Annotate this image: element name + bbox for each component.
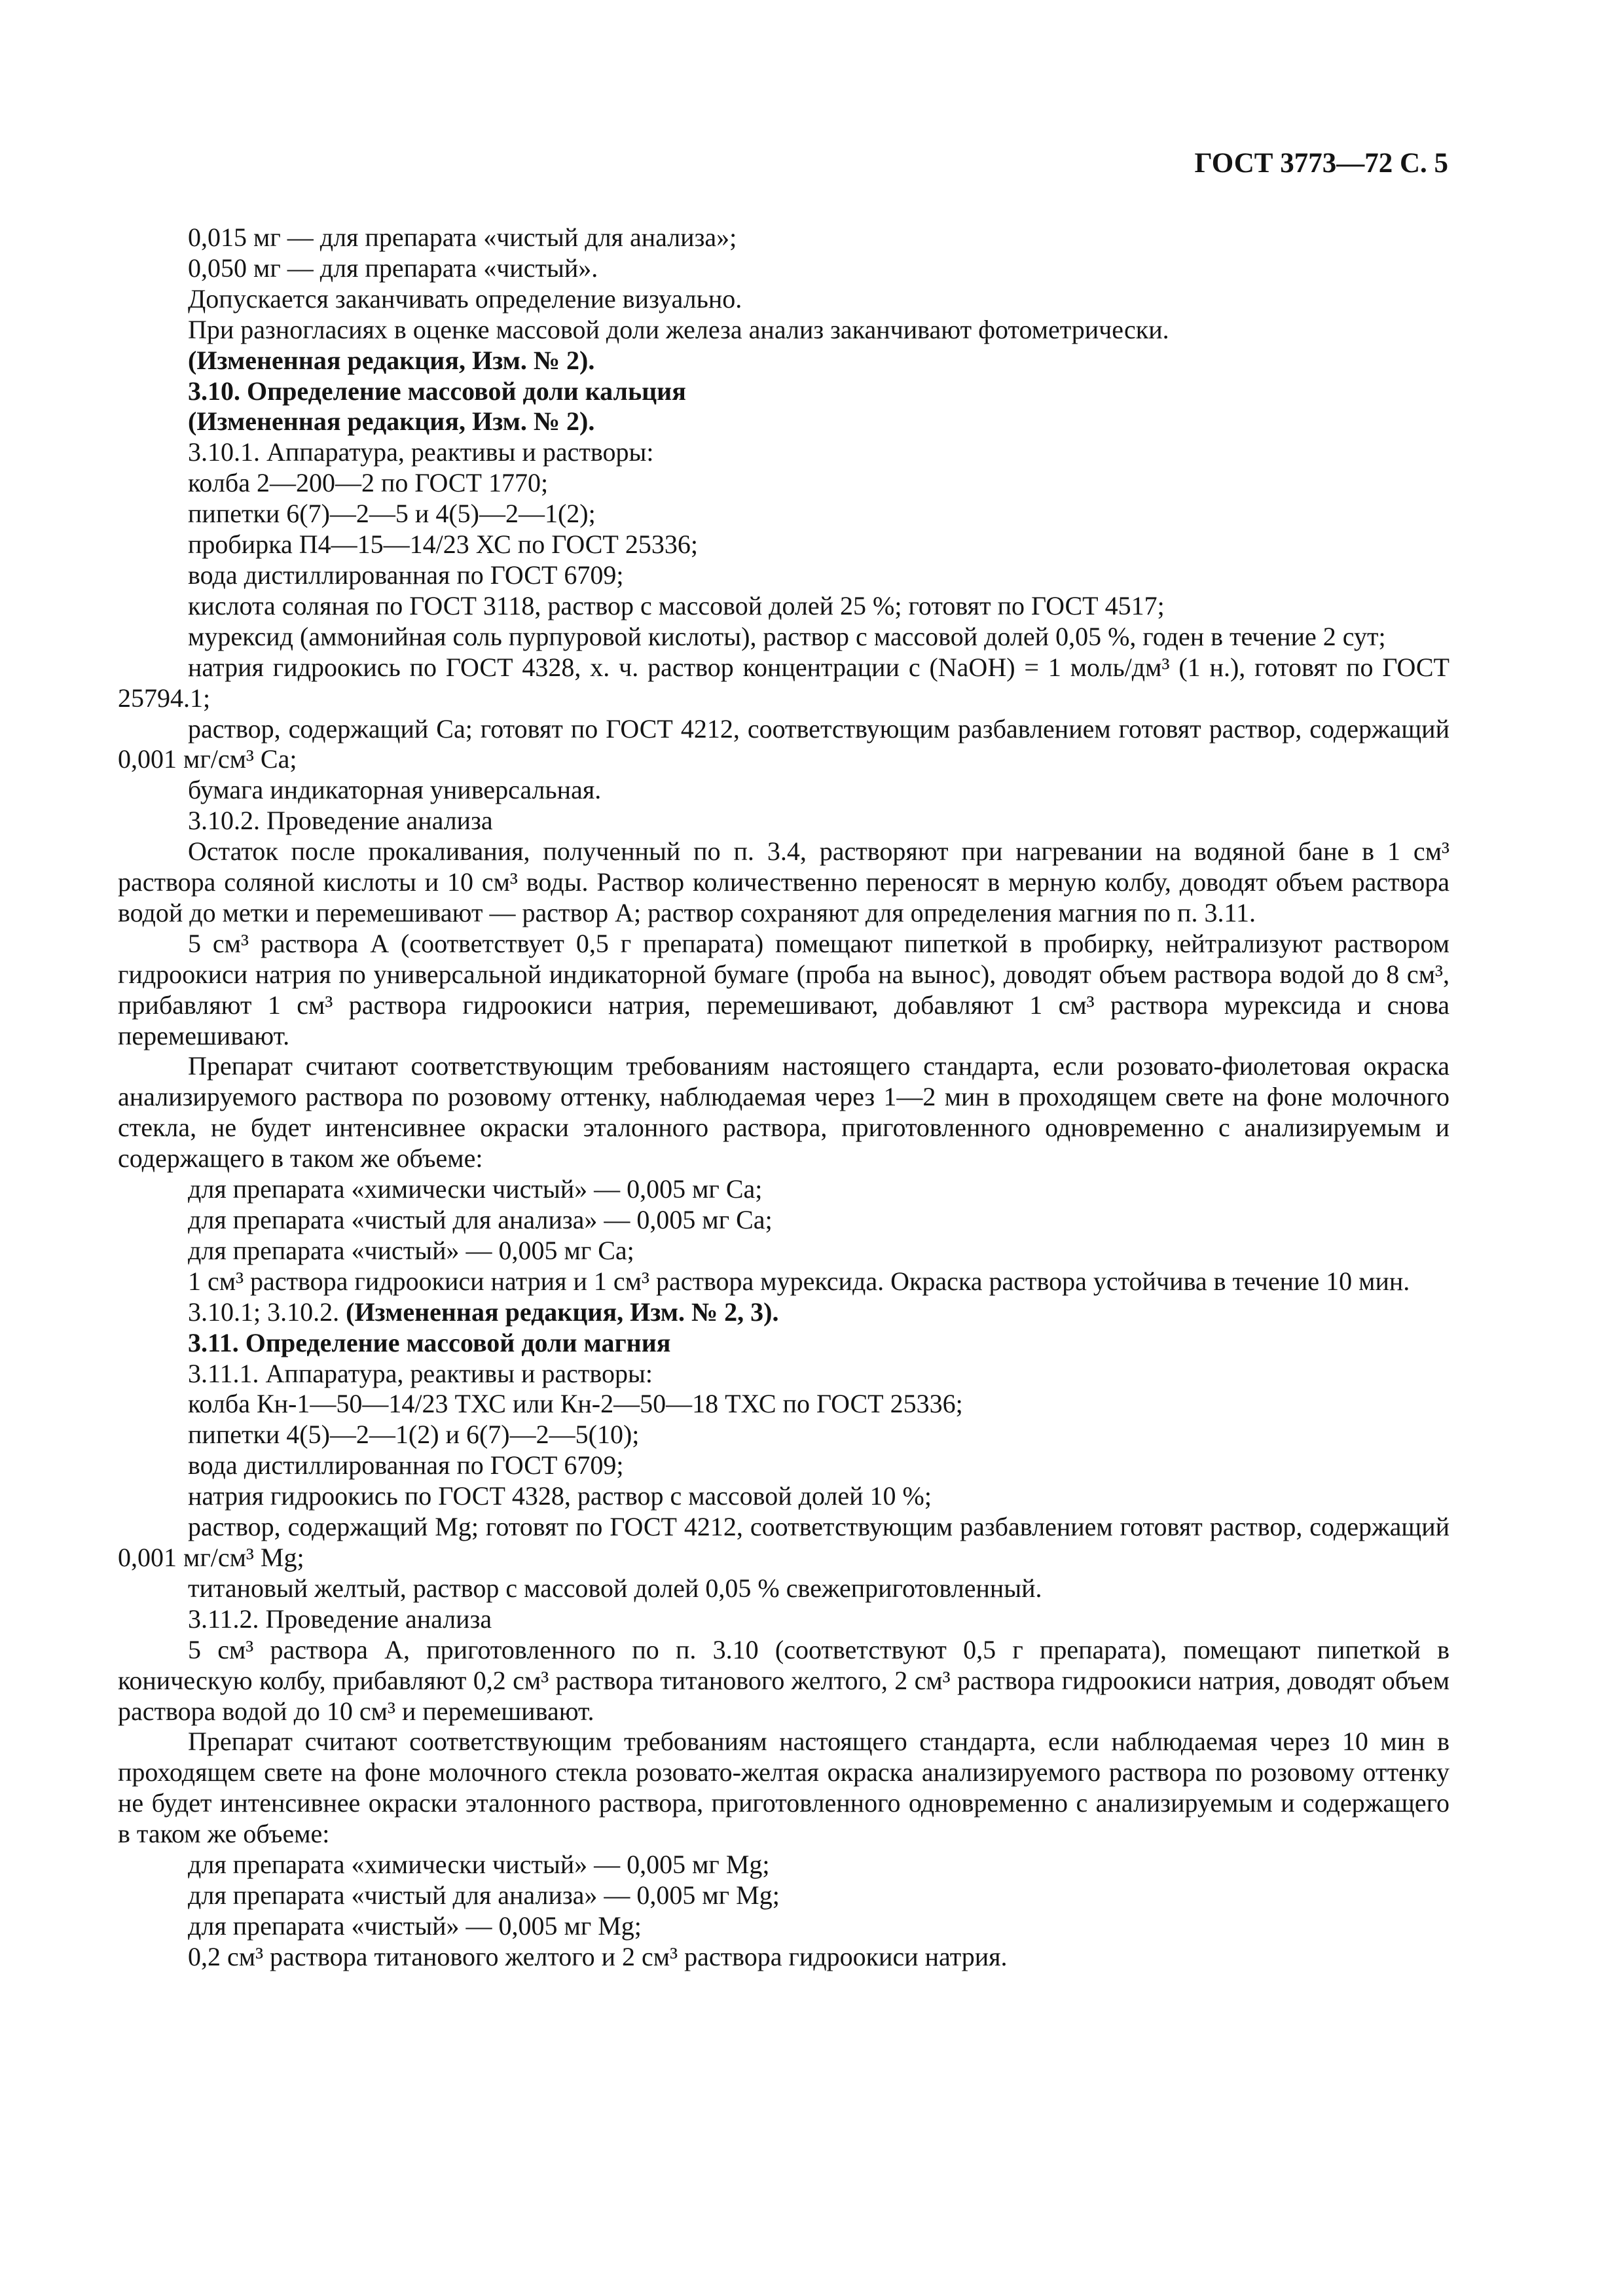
paragraph-text: 3.10.1; 3.10.2. (188, 1297, 346, 1327)
paragraph-text: для препарата «химически чистый» — 0,005 мг Са; (188, 1174, 763, 1204)
paragraph (118, 1450, 1450, 1481)
paragraph-text: Допускается заканчивать определение визуально. (188, 283, 742, 314)
paragraph (118, 1880, 1450, 1911)
paragraph (118, 1911, 1450, 1942)
paragraph (118, 714, 1450, 776)
page-body (118, 223, 1450, 1973)
paragraph (118, 1481, 1450, 1512)
paragraph-text: 5 см³ раствора А (соответствует 0,5 г препарата) помещают пипеткой в пробирку, нейтрализуют раствором гидроокиси натрия по универсальной индикаторной бумаге (проба на вынос), доводят объем раствора водой до 8 см³, прибавляют 1 см³ раствора гидроокиси натрия, перемешивают, добавляют 1 см³ раствора мурексида и снова перемешивают. (118, 928, 1450, 1050)
paragraph-text: 3.10. Определение массовой доли кальция (188, 376, 686, 406)
paragraph (118, 468, 1450, 499)
paragraph (118, 1420, 1450, 1450)
paragraph (118, 622, 1450, 653)
paragraph-text: натрия гидроокись по ГОСТ 4328, х. ч. раствор концентрации с (NaOH) = 1 моль/дм³ (1 н.), готовят по ГОСТ 25794.1; (118, 652, 1450, 713)
paragraph (118, 1727, 1450, 1850)
paragraph-text: (Измененная редакция, Изм. № 2). (188, 406, 595, 437)
paragraph (118, 929, 1450, 1052)
paragraph-text: вода дистиллированная по ГОСТ 6709; (188, 560, 624, 590)
paragraph (118, 376, 1450, 407)
paragraph-text: бумага индикаторная универсальная. (188, 775, 602, 805)
paragraph (118, 529, 1450, 560)
paragraph (118, 1573, 1450, 1604)
paragraph (118, 437, 1450, 468)
paragraph (118, 1297, 1450, 1328)
paragraph-text: 3.11. Определение массовой доли магния (188, 1327, 671, 1357)
paragraph-text: для препарата «чистый» — 0,005 мг Mg; (188, 1910, 642, 1941)
paragraph (118, 499, 1450, 529)
paragraph-text: колба 2—200—2 по ГОСТ 1770; (188, 468, 549, 498)
paragraph-text: Препарат считают соответствующим требованиям настоящего стандарта, если розовато-фиолетовая окраска анализируемого раствора по розовому оттенку, наблюдаемая через 1—2 мин в проходящем свете на фоне молочного стекла, не будет интенсивнее окраски эталонного раствора, приготовленного одновременно с анализируемым и содержащего в таком же объеме: (118, 1051, 1450, 1174)
paragraph-text: 0,2 см³ раствора титанового желтого и 2 см³ раствора гидроокиси натрия. (188, 1941, 1008, 1971)
paragraph-text: натрия гидроокись по ГОСТ 4328, раствор с массовой долей 10 %; (188, 1481, 932, 1511)
paragraph-text: для препарата «химически чистый» — 0,005 мг Mg; (188, 1850, 770, 1880)
paragraph (118, 1328, 1450, 1359)
paragraph-text: 0,050 мг — для препарата «чистый». (188, 253, 598, 283)
paragraph-text: для препарата «чистый для анализа» — 0,005 мг Mg; (188, 1880, 780, 1910)
paragraph-bold-suffix: (Измененная редакция, Изм. № 2, 3). (346, 1297, 779, 1327)
paragraph (118, 1604, 1450, 1635)
paragraph (118, 1850, 1450, 1880)
paragraph-text: Остаток после прокаливания, полученный по п. 3.4, растворяют при нагревании на водяной бане в 1 см³ раствора соляной кислоты и 10 см³ воды. Раствор количественно переносят в мерную колбу, доводят объем раствора водой до метки и перемешивают — раствор А; раствор сохраняют для определения магния по п. 3.11. (118, 836, 1450, 927)
paragraph (118, 591, 1450, 622)
paragraph-text: для препарата «чистый для анализа» — 0,005 мг Са; (188, 1205, 773, 1234)
paragraph (118, 223, 1450, 253)
paragraph (118, 806, 1450, 836)
paragraph-text: (Измененная редакция, Изм. № 2). (188, 345, 595, 375)
paragraph-text: пипетки 6(7)—2—5 и 4(5)—2—1(2); (188, 499, 596, 529)
paragraph (118, 315, 1450, 346)
paragraph-text: 5 см³ раствора А, приготовленного по п. 3.10 (соответствуют 0,5 г препарата), помещают пипеткой в коническую колбу, прибавляют 0,2 см³ раствора титанового желтого, 2 см³ раствора гидроокиси натрия, доводят объем раствора водой до 10 см³ и перемешивают. (118, 1634, 1450, 1726)
paragraph-text: кислота соляная по ГОСТ 3118, раствор с массовой долей 25 %; готовят по ГОСТ 4517; (188, 590, 1165, 620)
paragraph (118, 1266, 1450, 1297)
paragraph-text: 3.11.1. Аппаратура, реактивы и растворы: (188, 1358, 653, 1388)
paragraph-text: При разногласиях в оценке массовой доли железа анализ заканчивают фотометрически. (188, 314, 1169, 344)
paragraph (118, 253, 1450, 284)
paragraph-text: Препарат считают соответствующим требованиям настоящего стандарта, если наблюдаемая через 10 мин в проходящем свете на фоне молочного стекла розовато-желтая окраска анализируемого раствора по розовому оттенку не будет интенсивнее окраски эталонного раствора, приготовленного одновременно с анализируемым и содержащего в таком же объеме: (118, 1727, 1450, 1849)
paragraph-text: 1 см³ раствора гидроокиси натрия и 1 см³ раствора мурексида. Окраска раствора устойчива в течение 10 мин. (188, 1266, 1410, 1296)
paragraph-text: 3.10.1. Аппаратура, реактивы и растворы: (188, 437, 654, 467)
paragraph-text: 3.10.2. Проведение анализа (188, 806, 493, 836)
paragraph (118, 836, 1450, 929)
paragraph (118, 1205, 1450, 1236)
paragraph (118, 560, 1450, 591)
paragraph (118, 1236, 1450, 1266)
paragraph-text: пипетки 4(5)—2—1(2) и 6(7)—2—5(10); (188, 1420, 640, 1450)
paragraph (118, 346, 1450, 376)
paragraph (118, 1359, 1450, 1390)
paragraph-text: раствор, содержащий Mg; готовят по ГОСТ 4212, соответствующим разбавлением готовят раствор, содержащий 0,001 мг/см³ Mg; (118, 1512, 1450, 1572)
page-header: ГОСТ 3773—72 С. 5 (1194, 148, 1448, 179)
paragraph (118, 775, 1450, 806)
paragraph (118, 284, 1450, 315)
paragraph-text: титановый желтый, раствор с массовой долей 0,05 % свежеприготовленный. (188, 1573, 1042, 1603)
paragraph-text: вода дистиллированная по ГОСТ 6709; (188, 1450, 624, 1480)
paragraph-text: для препарата «чистый» — 0,005 мг Са; (188, 1235, 634, 1265)
paragraph (118, 1635, 1450, 1727)
paragraph (118, 1389, 1450, 1420)
paragraph-text: 3.11.2. Проведение анализа (188, 1604, 492, 1634)
paragraph-text: раствор, содержащий Са; готовят по ГОСТ 4212, соответствующим разбавлением готовят раствор, содержащий 0,001 мг/см³ Са; (118, 713, 1450, 774)
paragraph (118, 653, 1450, 714)
paragraph-text: пробирка П4—15—14/23 ХС по ГОСТ 25336; (188, 529, 698, 560)
paragraph (118, 406, 1450, 437)
paragraph (118, 1174, 1450, 1205)
paragraph (118, 1942, 1450, 1973)
paragraph-text: колба Кн-1—50—14/23 ТХС или Кн-2—50—18 ТХС по ГОСТ 25336; (188, 1389, 963, 1419)
paragraph (118, 1512, 1450, 1573)
paragraph-text: 0,015 мг — для препарата «чистый для анализа»; (188, 223, 737, 252)
paragraph-text: мурексид (аммонийная соль пурпуровой кислоты), раствор с массовой долей 0,05 %, годен в течение 2 сут; (188, 621, 1386, 651)
paragraph (118, 1051, 1450, 1174)
